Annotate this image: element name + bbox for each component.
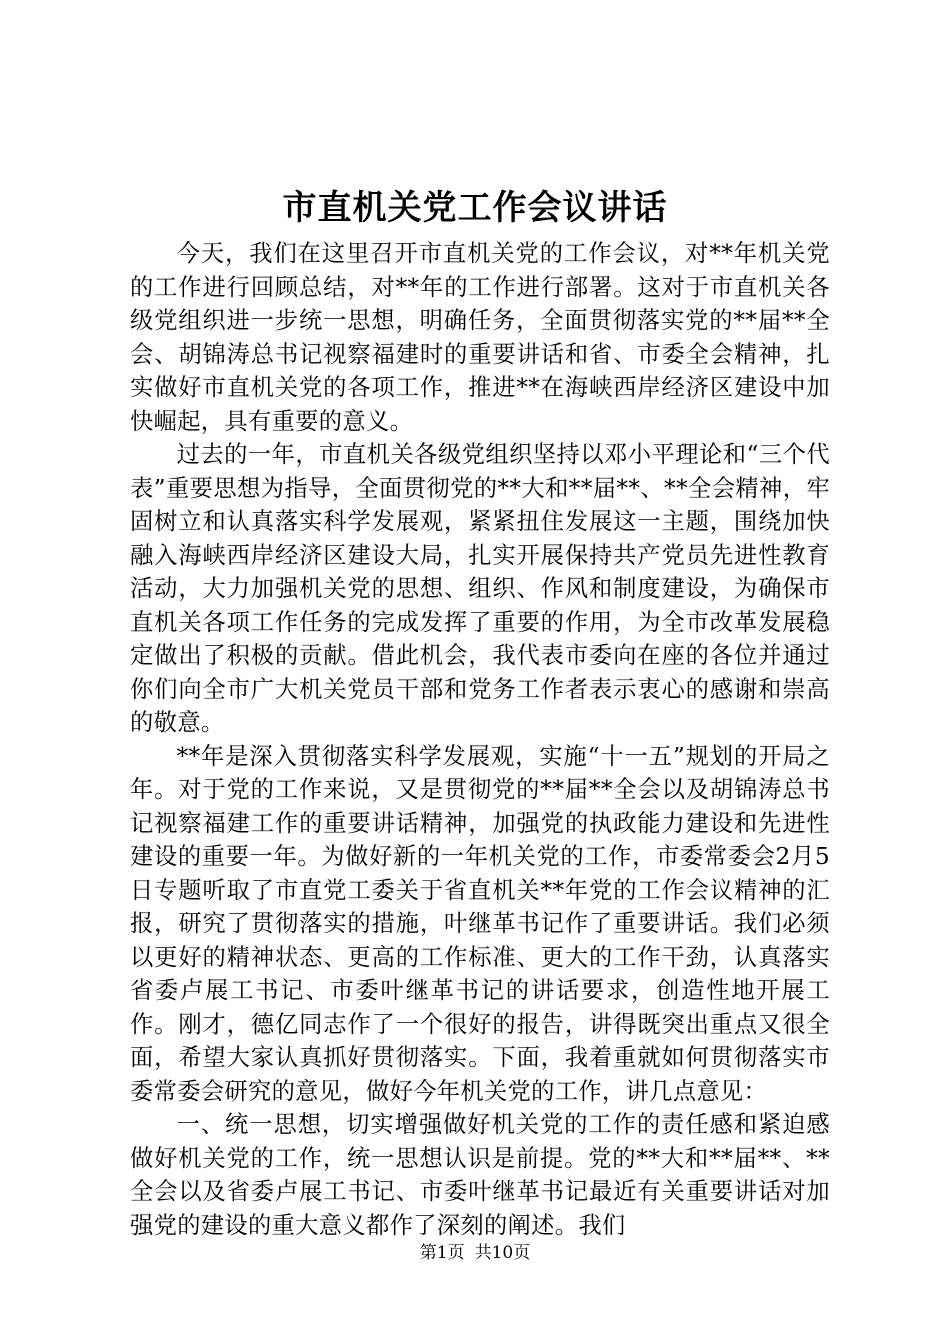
document-title: 市直机关党工作会议讲话	[282, 188, 668, 228]
paragraph-4: 一、统一思想，切实增强做好机关党的工作的责任感和紧迫感做好机关党的工作，统一思想认识是前提。党的**大和**届**、**全会以及省委卢展工书记、市委叶继革书记最近有关重要讲话对加强党的建设的重大意义都作了深刻的阐述。我们	[130, 1111, 830, 1239]
page-total: 共10页	[474, 1243, 531, 1263]
paragraph-1: 今天，我们在这里召开市直机关党的工作会议，对**年机关党的工作进行回顾总结，对**年的工作进行部署。这对于市直机关各级党组织进一步统一思想，明确任务，全面贯彻落实党的**届**全会、胡锦涛总书记视察福建时的重要讲话和省、市委全会精神，扎实做好市直机关党的各项工作，推进**在海峡西岸经济区建设中加快崛起，具有重要的意义。	[130, 240, 830, 435]
page-number: 第1页	[419, 1243, 465, 1263]
document-body	[130, 237, 830, 1242]
paragraph-2: 过去的一年，市直机关各级党组织坚持以邓小平理论和“三个代表”重要思想为指导，全面贯彻党的**大和**届**、**全会精神，牢固树立和认真落实科学发展观，紧紧扭住发展这一主题，围绕加快融入海峡西岸经济区建设大局，扎实开展保持共产党员先进性教育活动，大力加强机关党的思想、组织、作风和制度建设，为确保市直机关各项工作任务的完成发挥了重要的作用，为全市改革发展稳定做出了积极的贡献。借此机会，我代表市委向在座的各位并通过你们向全市广大机关党员干部和党务工作者表示衷心的感谢和崇高的敬意。	[130, 441, 830, 736]
page-footer	[0, 1241, 950, 1265]
paragraph-3: **年是深入贯彻落实科学发展观，实施“十一五”规划的开局之年。对于党的工作来说，又是贯彻党的**届**全会以及胡锦涛总书记视察福建工作的重要讲话精神，加强党的执政能力建设和先进性建设的重要一年。为做好新的一年机关党的工作，市委常委会2月5日专题听取了市直党工委关于省直机关**年党的工作会议精神的汇报，研究了贯彻落实的措施，叶继革书记作了重要讲话。我们必须以更好的精神状态、更高的工作标准、更大的工作干劲，认真落实省委卢展工书记、市委叶继革书记的讲话要求，创造性地开展工作。刚才，德亿同志作了一个很好的报告，讲得既突出重点又很全面，希望大家认真抓好贯彻落实。下面，我着重就如何贯彻落实市委常委会研究的意见，做好今年机关党的工作，讲几点意见：	[130, 742, 830, 1105]
